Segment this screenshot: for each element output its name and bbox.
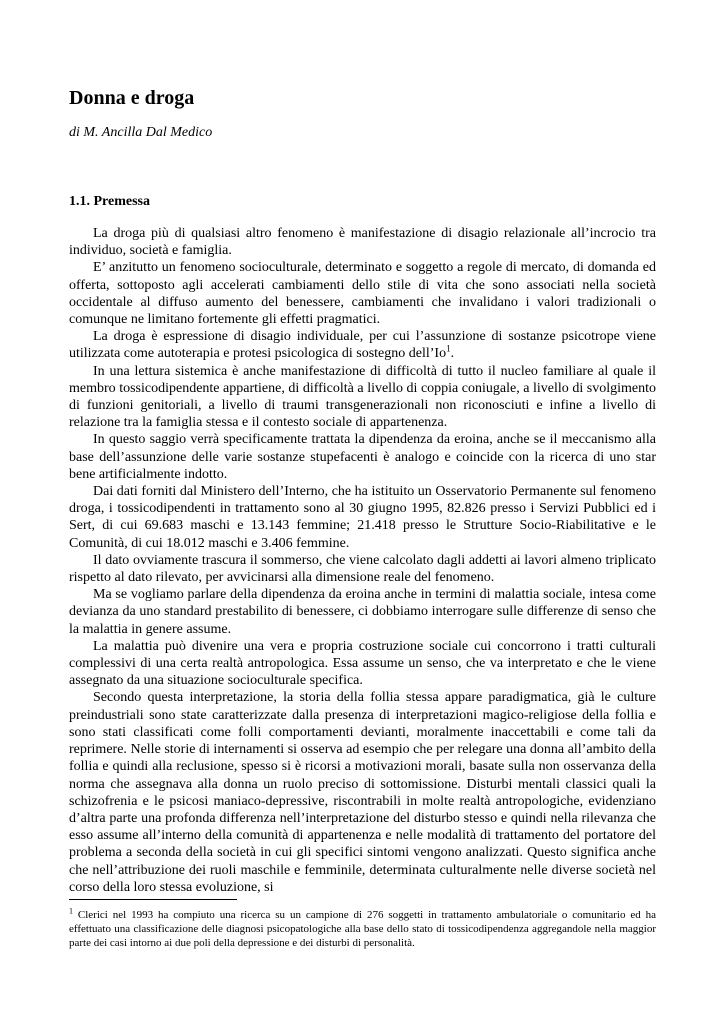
footnote-reference[interactable]: 1 bbox=[446, 343, 451, 354]
footnote bbox=[69, 908, 656, 950]
paragraph: Dai dati forniti dal Ministero dell’Interno, che ha istituito un Osservatorio Permanente sul fenomeno droga, i tossicodipendenti in trattamento sono al 30 giugno 1995, 82.826 presso i Servizi Pubblici ed i Sert, di cui 69.683 maschi e 13.143 femmine; 21.418 presso le Strutture Socio-Riabilitative e le Comunità, di cui 18.012 maschi e 3.406 femmine. bbox=[69, 484, 656, 551]
paragraph: In una lettura sistemica è anche manifestazione di difficoltà di tutto il nucleo familiare al quale il membro tossicodipendente appartiene, di difficoltà a livello di coppia coniugale, a livello di svolgimento di funzioni genitoriali, a livello di traumi transgenerazionali non riconosciuti e infine a livello di relazione tra la famiglia stessa e il contesto sociale di appartenenza. bbox=[69, 363, 656, 431]
paragraph: Il dato ovviamente trascura il sommerso, che viene calcolato dagli addetti ai lavori almeno triplicato rispetto al dato rilevato, per avvicinarsi alla dimensione reale del fenomeno. bbox=[69, 552, 656, 586]
paragraph: Secondo questa interpretazione, la storia della follia stessa appare paradigmatica, già le culture preindustriali sono state caratterizzate dalla presenza di interpretazioni magico-religiose della follia e sono stati classificati come folli comportamenti devianti, moralmente inaccettabili e come tali da reprimere. Nelle storie di internamenti si osserva ad esempio che per relegare una donna all’ambito della follia e quindi alla reclusione, spesso si è ricorsi a motivazioni morali, basate sulla non osservanza della norma che assegnava alla donna un ruolo preciso di sottomissione. Disturbi mentali classici quali la schizofrenia e le psicosi maniaco-depressive, riscontrabili in molte realtà antropologiche, evidenziano d’altra parte una profonda differenza nell’interpretazione del disturbo stesso e quindi nella rilevanza che esso assume all’interno della comunità di appartenenza e nelle modalità di trattamento del portatore del problema a seconda della società in cui gli specifici sintomi vengono analizzati. Questo significa anche che nell’attribuzione dei ruoli maschile e femminile, determinata culturalmente nelle diverse società nel corso della loro stessa evoluzione, si bbox=[69, 690, 656, 895]
paragraph: La droga più di qualsiasi altro fenomeno è manifestazione di disagio relazionale all’incrocio tra individuo, società e famiglia. bbox=[69, 226, 656, 259]
section-heading: 1.1. Premessa bbox=[69, 194, 150, 209]
paragraph-text: La droga è espressione di disagio individuale, per cui l’assunzione di sostanze psicotrope viene utilizzata come autoterapia e protesi psicologica di sostegno dell’Io bbox=[69, 329, 656, 362]
author-line: di M. Ancilla Dal Medico bbox=[69, 125, 213, 140]
body-text bbox=[69, 225, 656, 896]
paragraph: La malattia può divenire una vera e propria costruzione sociale cui concorrono i tratti culturali complessivi di una certa realtà antropologica. Essa assume un senso, che va interpretato e che le viene assegnato da una situazione socioculturale specifica. bbox=[69, 638, 656, 689]
footnote-marker: 1 bbox=[69, 906, 73, 916]
document-title: Donna e droga bbox=[69, 87, 195, 109]
footnote-divider bbox=[69, 899, 237, 900]
paragraph: Ma se vogliamo parlare della dipendenza da eroina anche in termini di malattia sociale, intesa come devianza da uno standard prestabilito di benessere, ci dobbiamo interrogare sulle differenze di senso che la malattia in genere assume. bbox=[69, 587, 656, 637]
paragraph-with-footnote bbox=[69, 328, 656, 362]
paragraph: E’ anzitutto un fenomeno socioculturale, determinato e soggetto a regole di mercato, di domanda ed offerta, sottoposto agli accelerati cambiamenti dello stile di vita che sono associati nella società occidentale al diffuso aumento del benessere, cambiamenti che invalidano i valori tradizionali o comunque ne limitano fortemente gli effetti pragmatici. bbox=[69, 260, 656, 328]
paragraph-end-punctuation: . bbox=[450, 346, 455, 362]
paragraph: In questo saggio verrà specificamente trattata la dipendenza da eroina, anche se il meccanismo alla base dell’assunzione delle varie sostanze stupefacenti è analogo e coincide con la ricerca di uno star bene artificialmente indotto. bbox=[69, 432, 656, 482]
footnote-text: Clerici nel 1993 ha compiuto una ricerca su un campione di 276 soggetti in trattamento ambulatoriale o comunitario ed ha effettuato una classificazione delle diagnosi psicopatologiche alla base dello stato di tossicodipendenza aggregandole nella maggior parte dei casi intorno ai due poli della depressione e dei disturbi di personalità. bbox=[69, 909, 656, 949]
